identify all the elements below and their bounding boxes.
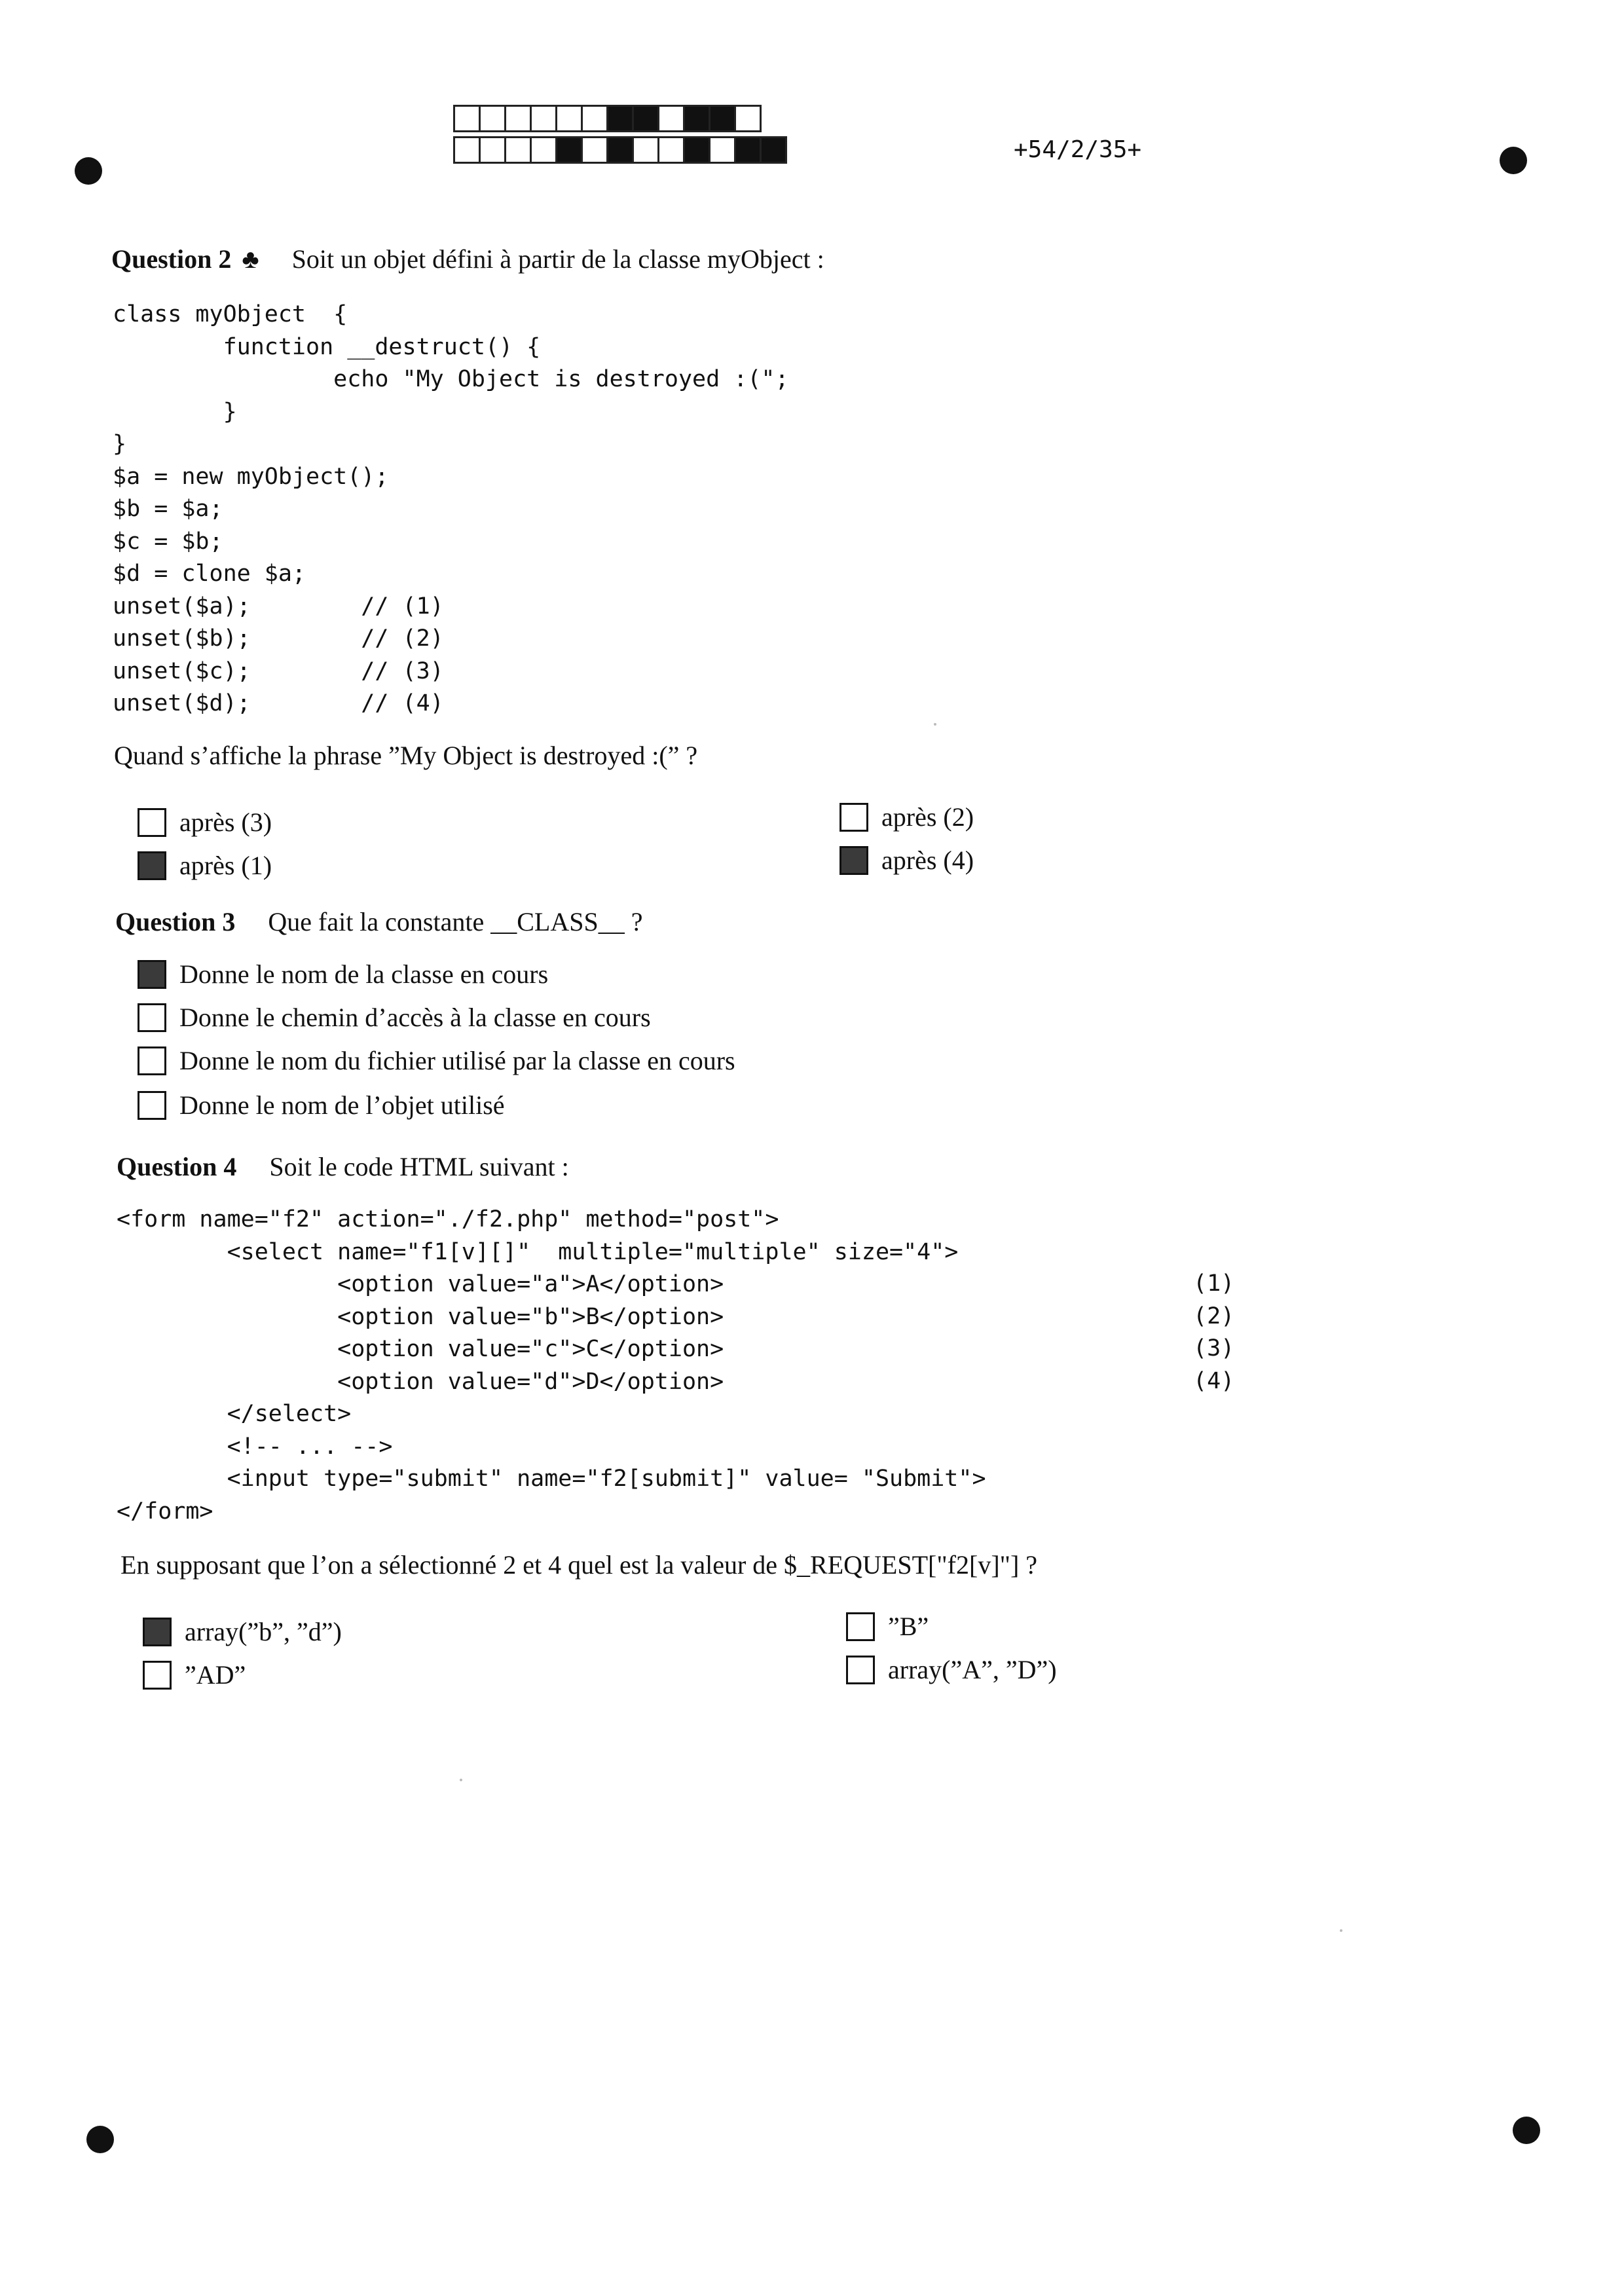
barcode-cell xyxy=(606,105,634,132)
barcode-cell xyxy=(657,136,685,164)
barcode-cell xyxy=(734,105,762,132)
question-2-code: class myObject { function __destruct() { echo "My Object is destroyed :("; } } $a = new myObject(); $b = $a; $c = $b; $d = clone $a; unset($a); // (1) unset($b); // (2) unset($c); // (3) unset($d); // (4) xyxy=(113,301,789,716)
q3-option-1[interactable] xyxy=(138,959,548,990)
page-id: +54/2/35+ xyxy=(1014,136,1142,163)
barcode-cell xyxy=(632,105,659,132)
barcode-cell xyxy=(760,136,787,164)
question-2-prompt: Quand s’affiche la phrase ”My Object is destroyed :(” ? xyxy=(114,741,698,770)
barcode-cell xyxy=(683,136,710,164)
checkbox[interactable] xyxy=(840,846,868,875)
barcode-cell xyxy=(479,105,506,132)
q2-option-1[interactable] xyxy=(138,807,272,838)
question-2-label: Question 2 xyxy=(111,244,232,274)
option-label: après (3) xyxy=(179,807,272,837)
q4-option-1[interactable] xyxy=(143,1616,342,1647)
checkbox[interactable] xyxy=(138,1046,166,1075)
q2-option-3[interactable] xyxy=(840,802,974,832)
barcode-cell xyxy=(709,105,736,132)
question-2-header xyxy=(111,244,824,274)
q3-option-4[interactable] xyxy=(138,1090,505,1120)
barcode-row-1 xyxy=(453,105,760,132)
barcode-row-2 xyxy=(453,136,785,164)
question-4-text: Soit le code HTML suivant : xyxy=(269,1152,569,1181)
scan-speck xyxy=(934,723,936,726)
checkbox[interactable] xyxy=(138,1091,166,1120)
registration-mark-bottom-right xyxy=(1513,2117,1540,2144)
q2-option-4[interactable] xyxy=(840,845,974,876)
barcode-cell xyxy=(453,136,481,164)
barcode-cell xyxy=(581,136,608,164)
question-4-code: <form name="f2" action="./f2.php" method="post"> <select name="f1[v][]" multiple="multiple" size="4"> <option value="a">A</option> <option value="b">B</option> <option value="c">C</option> <option value="d">D</option> </select> <!-- ... --> <input type="submit" name="f2[submit]" value= "Submit"> </form> xyxy=(117,1206,986,1525)
barcode-cell xyxy=(581,105,608,132)
question-4-prompt: En supposant que l’on a sélectionné 2 et 4 quel est la valeur de $_REQUEST["f2[v]"] ? xyxy=(120,1550,1038,1580)
q3-option-2[interactable] xyxy=(138,1002,651,1033)
checkbox[interactable] xyxy=(138,851,166,880)
barcode-cell xyxy=(555,105,583,132)
barcode-cell xyxy=(709,136,736,164)
barcode-cell xyxy=(530,105,557,132)
barcode-cell xyxy=(555,136,583,164)
registration-mark-top-left xyxy=(75,157,102,185)
checkbox[interactable] xyxy=(138,960,166,989)
barcode-cell xyxy=(734,136,762,164)
option-label: Donne le chemin d’accès à la classe en cours xyxy=(179,1003,651,1032)
q4-option-2[interactable] xyxy=(143,1659,246,1690)
barcode-cell xyxy=(479,136,506,164)
checkbox[interactable] xyxy=(143,1618,172,1646)
question-4-header xyxy=(117,1151,569,1182)
question-4-label: Question 4 xyxy=(117,1152,237,1181)
question-3-header xyxy=(115,906,642,937)
barcode-cell xyxy=(657,105,685,132)
q3-option-3[interactable] xyxy=(138,1045,735,1076)
option-label: Donne le nom du fichier utilisé par la classe en cours xyxy=(179,1046,735,1075)
option-label: après (1) xyxy=(179,851,272,880)
checkbox[interactable] xyxy=(840,803,868,832)
option-label: Donne le nom de la classe en cours xyxy=(179,959,549,989)
barcode-cell xyxy=(530,136,557,164)
option-label: array(”b”, ”d”) xyxy=(185,1617,342,1646)
registration-mark-bottom-left xyxy=(86,2126,114,2153)
option-label: après (2) xyxy=(881,802,974,832)
option-label: array(”A”, ”D”) xyxy=(888,1655,1057,1684)
barcode-cell xyxy=(606,136,634,164)
barcode-cell xyxy=(453,105,481,132)
question-3-text: Que fait la constante __CLASS__ ? xyxy=(268,907,643,936)
option-label: après (4) xyxy=(881,845,974,875)
club-icon: ♣ xyxy=(242,244,259,274)
barcode-cell xyxy=(504,105,532,132)
q2-option-2[interactable] xyxy=(138,850,272,881)
option-label: Donne le nom de l’objet utilisé xyxy=(179,1090,505,1120)
barcode-cell xyxy=(504,136,532,164)
barcode-cell xyxy=(683,105,710,132)
registration-mark-top-right xyxy=(1500,147,1527,174)
checkbox[interactable] xyxy=(138,808,166,837)
q4-option-3[interactable] xyxy=(846,1611,929,1642)
option-label: ”AD” xyxy=(185,1660,246,1690)
question-3-label: Question 3 xyxy=(115,907,236,936)
scan-speck xyxy=(460,1779,462,1781)
option-label: ”B” xyxy=(888,1612,929,1641)
checkbox[interactable] xyxy=(143,1661,172,1690)
barcode-cell xyxy=(632,136,659,164)
q4-option-4[interactable] xyxy=(846,1654,1057,1685)
checkbox[interactable] xyxy=(138,1003,166,1032)
checkbox[interactable] xyxy=(846,1656,875,1684)
question-2-text: Soit un objet défini à partir de la classe myObject : xyxy=(291,244,824,274)
question-4-line-numbers: (1) (2) (3) (4) xyxy=(1193,1270,1235,1394)
checkbox[interactable] xyxy=(846,1612,875,1641)
scan-speck xyxy=(1340,1929,1342,1932)
